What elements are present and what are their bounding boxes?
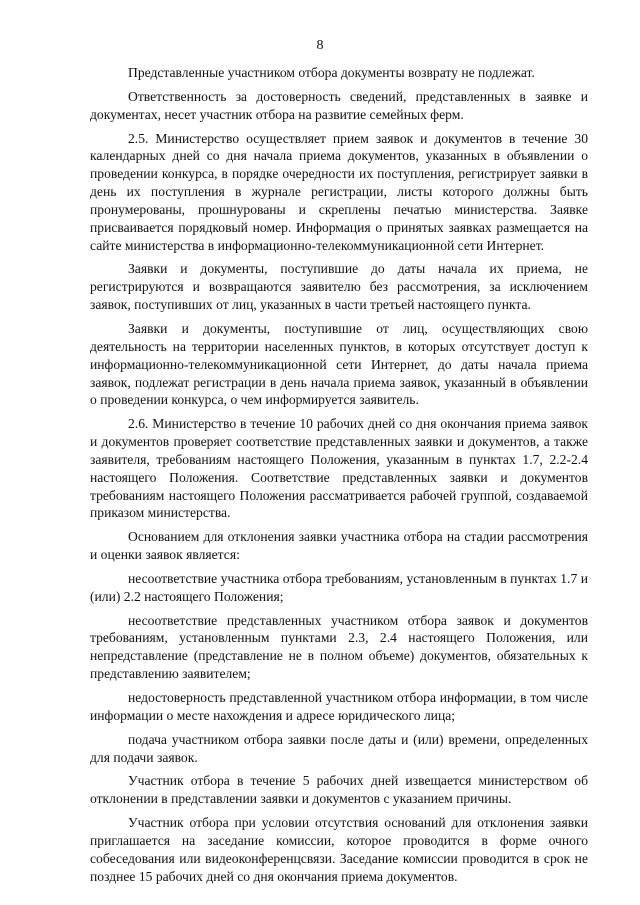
list-item-nonconformity-documents: несоответствие представленных участником отбора заявок и документов требованиям, установленным пунктами 2.3, 2.4 настоящего Положения, или непредставление (представление не в полном объеме) документов, обязательных к представлению заявителем; [90, 612, 588, 682]
paragraph-2-6-verification: 2.6. Министерство в течение 10 рабочих дней со дня окончания приема заявок и документов проверяет соответствие представленных заявки и документов, а также заявителя, требованиям настоящего Положения, указанным в пунктах 1.7, 2.2-2.4 настоящего Положения. Соответствие представленных заявки и документов требованиям настоящего Положения рассматривается рабочей группой, создаваемой приказом министерства. [90, 416, 588, 521]
paragraph-2-5-acceptance: 2.5. Министерство осуществляет прием заявок и документов в течение 30 календарных дней со дня начала приема документов, указанных в объявлении о проведении конкурса, в порядке очередности их поступления, регистрирует заявки в день их поступления в журнале регистрации, листы которого должны быть пронумерованы, прошнурованы и скреплены печатью министерства. Заявке присваивается порядковый номер. Информация о принятых заявках размещается на сайте министерства в информационно-телекоммуникационной сети Интернет. [90, 130, 588, 253]
paragraph-rejection-grounds: Основанием для отклонения заявки участника отбора на стадии рассмотрения и оценки заявок является: [90, 529, 588, 563]
paragraph-early-applications: Заявки и документы, поступившие до даты начала их приема, не регистрируются и возвращаются заявителю без рассмотрения, за исключением заявок, поступивших от лиц, указанных в части третьей настоящего пункта. [90, 261, 588, 313]
document-body [90, 64, 588, 885]
page-number: 8 [316, 38, 324, 53]
paragraph-responsibility: Ответственность за достоверность сведений, представленных в заявке и документах, несет участник отбора на развитие семейных ферм. [90, 88, 588, 122]
list-item-nonconformity-participant: несоответствие участника отбора требованиям, установленным в пунктах 1.7 и (или) 2.2 настоящего Положения; [90, 570, 588, 604]
paragraph-documents-not-returned: Представленные участником отбора документы возврату не подлежат. [128, 65, 535, 80]
paragraph-commission-meeting: Участник отбора при условии отсутствия оснований для отклонения заявки приглашается на заседание комиссии, которое проводится в форме очного собеседования или видеоконференцсвязи. Заседание комиссии проводится в срок не позднее 15 рабочих дней со дня окончания приема документов. [90, 815, 588, 884]
list-item-unreliable-information: недостоверность представленной участником отбора информации, в том числе информации о месте нахождения и адресе юридического лица; [90, 690, 588, 723]
list-item-late-submission: подача участником отбора заявки после даты и (или) времени, определенных для подачи заявок. [90, 731, 588, 765]
paragraph-rejection-notice: Участник отбора в течение 5 рабочих дней извещается министерством об отклонении в представлении заявки и документов с указанием причины. [90, 773, 588, 807]
paragraph-no-internet-applicants: Заявки и документы, поступившие от лиц, осуществляющих свою деятельность на территории населенных пунктов, в которых отсутствует доступ к информационно-телекоммуникационной сети Интернет, до даты начала приема заявок, подлежат регистрации в день начала приема заявок, указанный в объявлении о проведении конкурса, о чем информируется заявитель. [90, 320, 588, 408]
